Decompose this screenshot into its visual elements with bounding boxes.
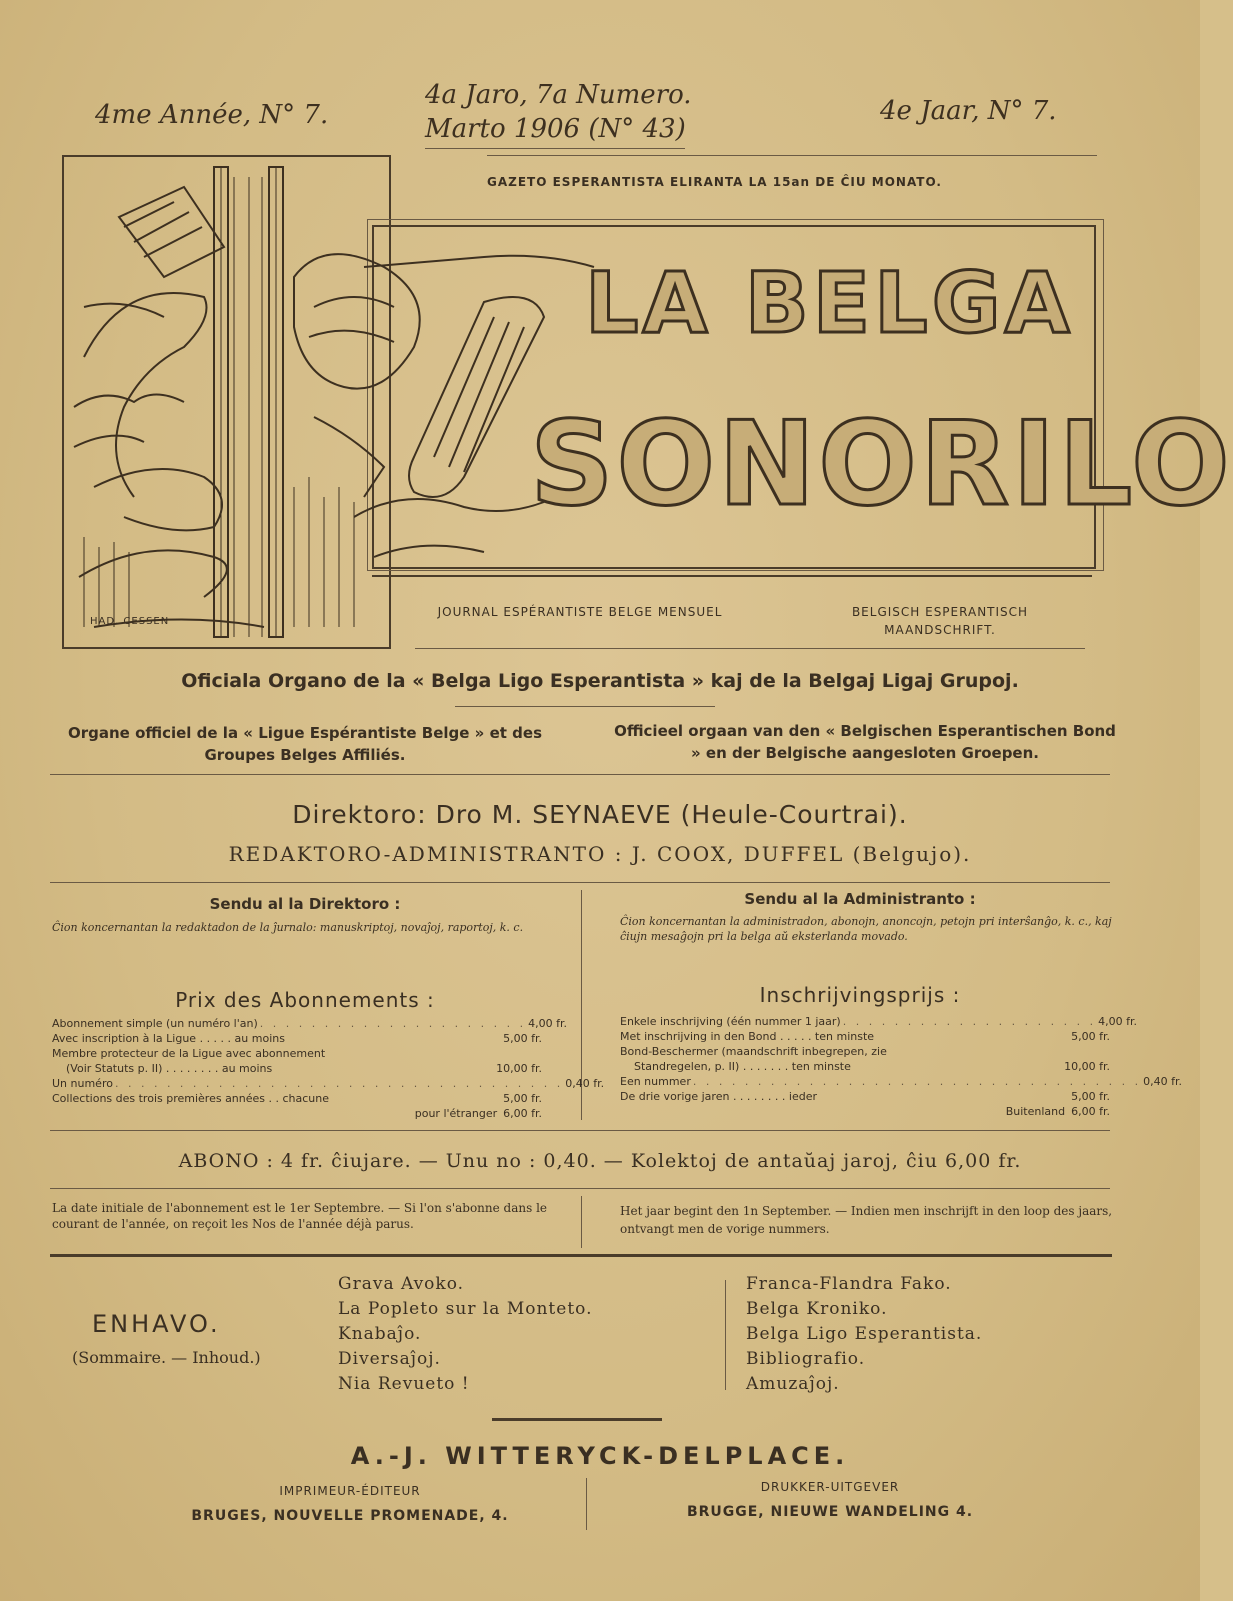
issue-dutch: 4e Jaar, N° 7. xyxy=(880,96,1057,126)
prices-french-title: Prix des Abonnements : xyxy=(175,988,435,1012)
contents-column-1 xyxy=(338,1272,593,1397)
contents-column-2 xyxy=(746,1272,982,1397)
printer-role-french: IMPRIMEUR-ÉDITEUR xyxy=(279,1484,421,1498)
abono-line: ABONO : 4 fr. ĉiujare. — Unu no : 0,40. — Kolektoj de antaŭaj jaroj, ĉiu 6,00 fr. xyxy=(178,1150,1022,1172)
price-row: Avec inscription à la Ligue . . . . . au moins 5,00 fr. xyxy=(52,1032,542,1045)
list-item: Grava Avoko. xyxy=(338,1274,465,1294)
price-row: Een nummer . . . . . . . . . . . . . . . . . . . . . . . . . . . . . . . . . . . 0,40 fr. xyxy=(620,1075,1182,1088)
masthead-subtitle-french: JOURNAL ESPÉRANTISTE BELGE MENSUEL xyxy=(437,605,723,619)
list-item: Belga Ligo Esperantista. xyxy=(746,1324,983,1344)
note-french: La date initiale de l'abonnement est le 1er Septembre. — Si l'on s'abonne dans le courant de l'année, on reçoit les Nos de l'année déjà parus. xyxy=(52,1201,548,1231)
price-row: Met inschrijving in den Bond . . . . . ten minste 5,00 fr. xyxy=(620,1030,1110,1043)
price-row: Abonnement simple (un numéro l'an) . . . . . . . . . . . . . . . . . . . . . 4,00 fr. xyxy=(52,1017,568,1030)
list-item: La Popleto sur la Monteto. xyxy=(338,1299,593,1319)
send-director-text: Ĉion koncernantan la redaktadon de la ĵurnalo: manuskriptoj, novaĵoj, raportoj, k. c. xyxy=(52,921,524,934)
editor-line: REDAKTORO-ADMINISTRANTO : J. COOX, DUFFEL (Belgujo). xyxy=(228,842,972,866)
contents-title: ENHAVO. xyxy=(92,1310,221,1338)
organ-dutch: Officieel orgaan van den « Belgischen Esperantischen Bond » en der Belgische aangesloten Groepen. xyxy=(614,722,1116,762)
price-row: Buitenland 6,00 fr. xyxy=(1005,1105,1110,1118)
price-row: De drie vorige jaren . . . . . . . . ieder 5,00 fr. xyxy=(620,1090,1110,1103)
issue-esperanto-line2: Marto 1906 (N° 43) xyxy=(425,114,686,144)
send-admin-text: Ĉion koncernantan la administradon, abonojn, anoncojn, petojn pri interŝanĝo, k. c., kaj ĉiujn mesaĝojn pri la belga aŭ eksterlanda movado. xyxy=(620,915,1112,943)
price-row: Bond-Beschermer (maandschrift inbegrepen, zie xyxy=(620,1045,887,1058)
list-item: Franca-Flandra Fako. xyxy=(746,1274,952,1294)
director-line: Direktoro: Dro M. SEYNAEVE (Heule-Courtrai). xyxy=(292,800,908,829)
masthead-subtitle-dutch: BELGISCH ESPERANTISCH MAANDSCHRIFT. xyxy=(851,605,1029,637)
organ-french: Organe officiel de la « Ligue Espérantiste Belge » et des Groupes Belges Affiliés. xyxy=(67,724,543,764)
list-item: Diversaĵoj. xyxy=(338,1349,441,1369)
artist-signature: HAD. CESSEN xyxy=(90,616,170,627)
price-row: Enkele inschrijving (één nummer 1 jaar) . . . . . . . . . . . . . . . . . . . . 4,00 fr. xyxy=(620,1015,1137,1028)
printer-role-dutch: DRUKKER-UITGEVER xyxy=(760,1480,900,1494)
masthead-tagline: GAZETO ESPERANTISTA ELIRANTA LA 15an DE ĈIU MONATO. xyxy=(487,175,942,189)
prices-dutch-title: Inschrijvingsprijs : xyxy=(759,983,961,1007)
price-row: Collections des trois premières années . . chacune 5,00 fr. xyxy=(52,1092,542,1105)
list-item: Amuzaĵoj. xyxy=(746,1374,840,1394)
note-dutch: Het jaar begint den 1n September. — Indien men inschrijft in den loop des jaars, ontvangt men de vorige nummers. xyxy=(620,1204,1113,1236)
send-director-title: Sendu al la Direktoro : xyxy=(209,895,401,913)
price-row: Standregelen, p. II) . . . . . . . ten minste 10,00 fr. xyxy=(634,1060,1110,1073)
contents-subtitle: (Sommaire. — Inhoud.) xyxy=(72,1348,261,1367)
issue-esperanto-line1: 4a Jaro, 7a Numero. xyxy=(425,80,692,110)
list-item: Belga Kroniko. xyxy=(746,1299,888,1319)
prices-dutch-table xyxy=(620,1014,1182,1119)
prices-french-table xyxy=(52,1016,605,1121)
masthead-title-line2: SONORILO xyxy=(530,397,1233,532)
issue-french: 4me Année, N° 7. xyxy=(95,100,329,130)
list-item: Bibliografio. xyxy=(746,1349,866,1369)
printer-address-french: BRUGES, NOUVELLE PROMENADE, 4. xyxy=(191,1508,509,1524)
printer-address-dutch: BRUGGE, NIEUWE WANDELING 4. xyxy=(686,1504,974,1520)
price-row: Membre protecteur de la Ligue avec abonnement xyxy=(52,1047,326,1060)
list-item: Nia Revueto ! xyxy=(338,1374,470,1394)
price-row: (Voir Statuts p. II) . . . . . . . . au moins 10,00 fr. xyxy=(66,1062,542,1075)
send-admin-title: Sendu al la Administranto : xyxy=(744,890,976,908)
printer-name: A.-J. WITTERYCK-DELPLACE. xyxy=(350,1442,850,1470)
organ-esperanto: Oficiala Organo de la « Belga Ligo Esperantista » kaj de la Belgaj Ligaj Grupoj. xyxy=(181,670,1019,692)
list-item: Knabaĵo. xyxy=(338,1324,422,1344)
masthead-title-line1: LA BELGA xyxy=(585,254,1074,352)
price-row: Un numéro . . . . . . . . . . . . . . . . . . . . . . . . . . . . . . . . . . . 0,40 fr. xyxy=(52,1077,605,1090)
price-row: pour l'étranger 6,00 fr. xyxy=(414,1107,542,1120)
